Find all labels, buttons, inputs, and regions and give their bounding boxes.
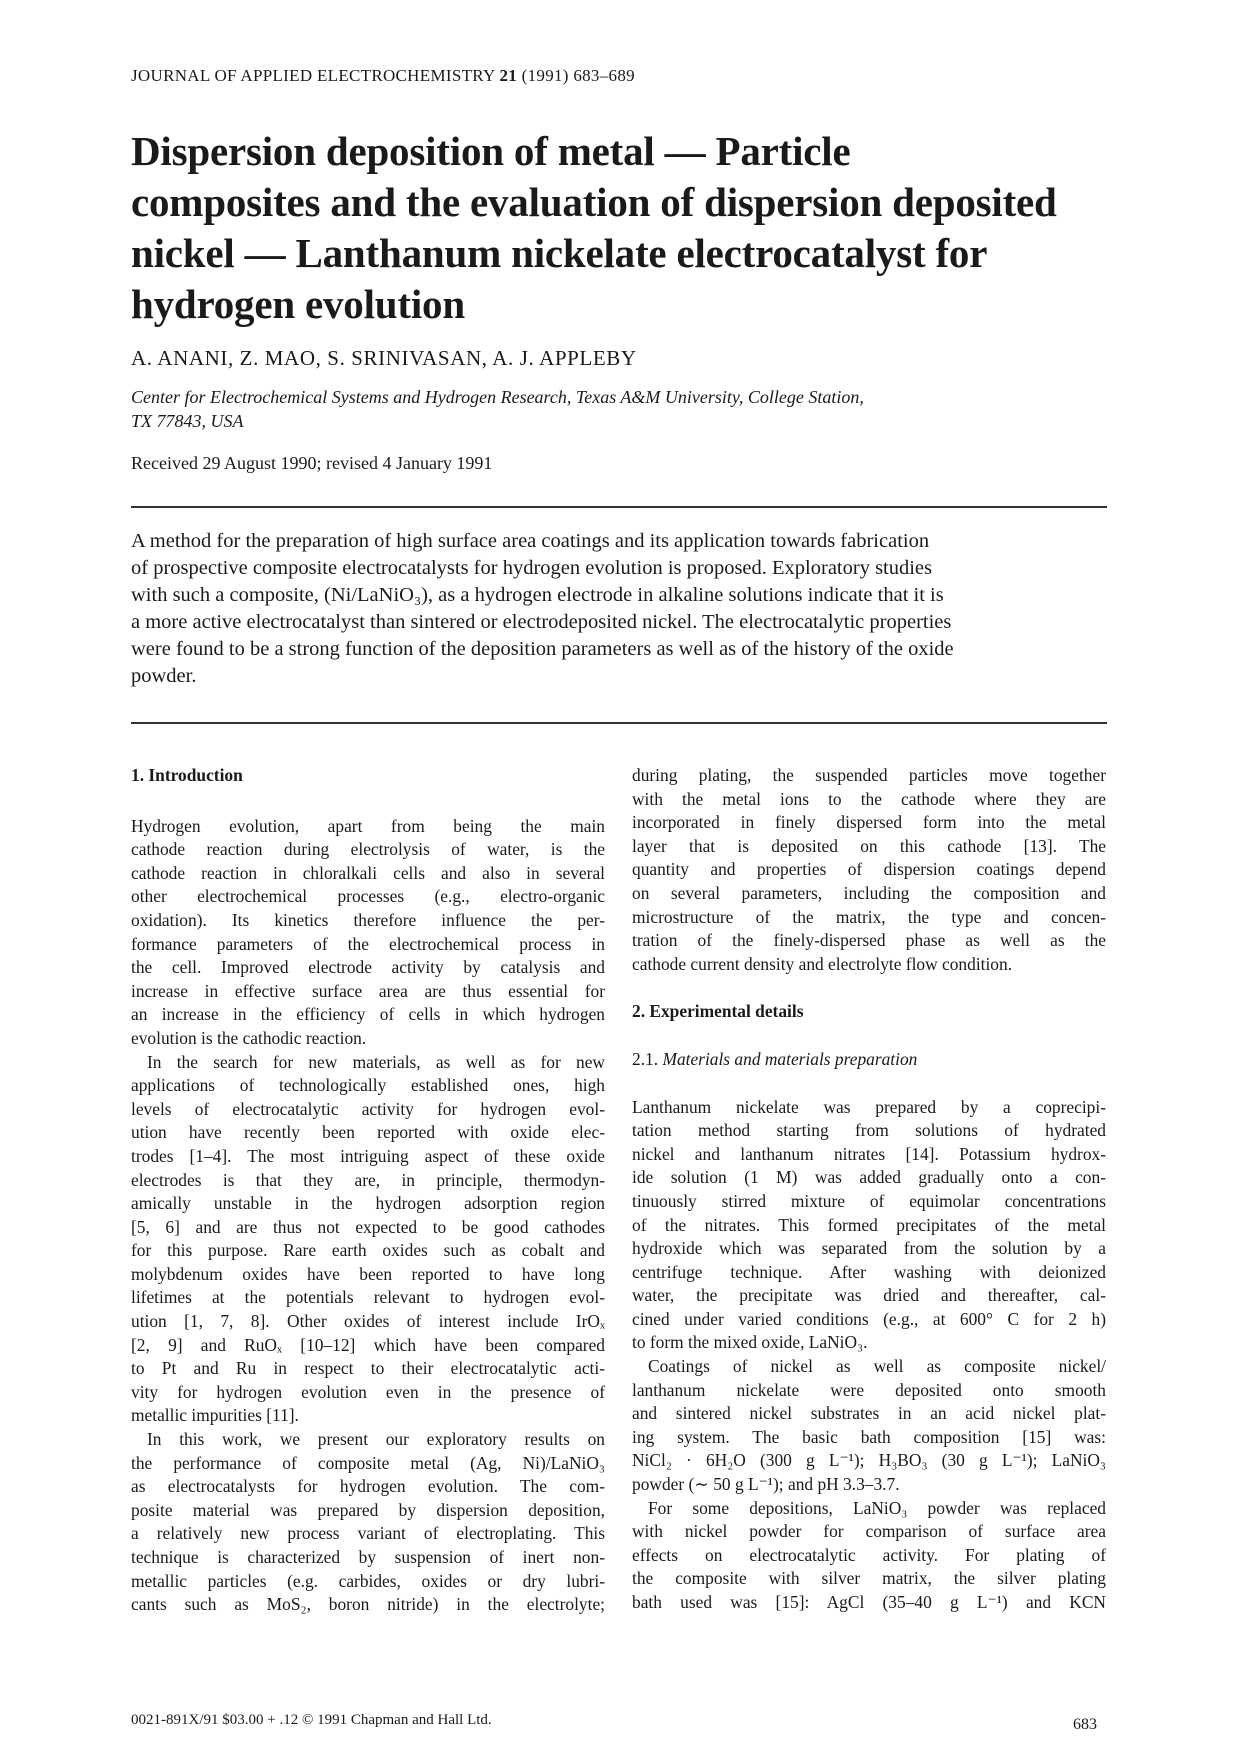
text-line: trodes [1–4]. The most intriguing aspect of these oxide bbox=[131, 1145, 605, 1166]
text-line: molybdenum oxides have been reported to have long bbox=[131, 1263, 605, 1284]
text-line: cants such as MoS₂, boron nitride) in the electrolyte; bbox=[131, 1594, 605, 1615]
abstract-line: A method for the preparation of high surface area coatings and its application towards fabrication bbox=[131, 530, 930, 552]
text-line: oxidation). Its kinetics therefore influence the per- bbox=[131, 909, 605, 930]
text-line: evolution is the cathodic reaction. bbox=[131, 1027, 367, 1048]
text-line: levels of electrocatalytic activity for hydrogen evol- bbox=[131, 1098, 605, 1119]
text-line: other electrochemical processes (e.g., electro-organic bbox=[131, 886, 605, 907]
text-line: with nickel powder for comparison of surface area bbox=[632, 1521, 1106, 1542]
text-line: cathode reaction during electrolysis of water, is the bbox=[131, 839, 605, 860]
journal-header bbox=[131, 66, 635, 86]
abstract-line: with such a composite, (Ni/LaNiO₃), as a hydrogen electrode in alkaline solutions indicate that it is bbox=[131, 584, 944, 606]
page-number: 683 bbox=[1073, 1716, 1097, 1733]
text-line: In this work, we present our exploratory results on bbox=[147, 1429, 605, 1450]
intro-paragraph-2 bbox=[131, 1051, 605, 1429]
text-line: the composite with silver matrix, the silver plating bbox=[632, 1568, 1106, 1589]
text-line: tation method starting from solutions of hydrated bbox=[632, 1120, 1106, 1141]
text-line: technique is characterized by suspension of inert non- bbox=[131, 1547, 605, 1567]
intro-paragraph-3 bbox=[131, 1428, 605, 1617]
text-line: quantity and properties of dispersion coatings depend bbox=[632, 859, 1106, 880]
title-line: nickel — Lanthanum nickelate electrocatalyst for bbox=[131, 230, 988, 276]
text-line: an increase in the efficiency of cells in which hydrogen bbox=[131, 1004, 605, 1025]
text-line: vity for hydrogen evolution even in the presence of bbox=[131, 1381, 605, 1402]
affiliation bbox=[131, 385, 1111, 433]
text-line: Lanthanum nickelate was prepared by a coprecipi- bbox=[632, 1096, 1106, 1117]
text-line: water, the precipitate was dried and thereafter, cal- bbox=[632, 1285, 1106, 1306]
materials-paragraph-2 bbox=[632, 1355, 1106, 1497]
text-line: Hydrogen evolution, apart from being the main bbox=[131, 815, 605, 836]
abstract-line: powder. bbox=[131, 665, 197, 687]
materials-paragraph-3 bbox=[632, 1497, 1106, 1615]
text-line: during plating, the suspended particles move together bbox=[632, 765, 1106, 785]
continued-paragraph bbox=[632, 764, 1106, 976]
text-line: tinuously stirred mixture of equimolar concentrations bbox=[632, 1190, 1106, 1211]
text-line: formance parameters of the electrochemical process in bbox=[131, 933, 605, 954]
text-line: the performance of composite metal (Ag, Ni)/LaNiO₃ bbox=[131, 1452, 605, 1473]
intro-paragraph-1 bbox=[131, 815, 605, 1051]
text-line: as electrocatalysts for hydrogen evolution. The com- bbox=[131, 1476, 605, 1497]
text-line: bath used was [15]: AgCl (35–40 g L⁻¹) and KCN bbox=[632, 1592, 1106, 1612]
text-line: to Pt and Ru in respect to their electrocatalytic acti- bbox=[131, 1358, 605, 1379]
text-line: For some depositions, LaNiO₃ powder was replaced bbox=[648, 1497, 1106, 1518]
affiliation-line: TX 77843, USA bbox=[131, 411, 244, 431]
text-line: effects on electrocatalytic activity. For plating of bbox=[632, 1544, 1106, 1565]
journal-volume: 21 bbox=[499, 66, 518, 85]
text-line: to form the mixed oxide, LaNiO₃. bbox=[632, 1332, 868, 1353]
text-line: with the metal ions to the cathode where they are bbox=[632, 788, 1106, 809]
author-list: A. ANANI, Z. MAO, S. SRINIVASAN, A. J. APPLEBY bbox=[131, 346, 637, 370]
text-line: cathode current density and electrolyte flow condition. bbox=[632, 953, 1013, 974]
text-line: Coatings of nickel as well as composite nickel/ bbox=[648, 1356, 1106, 1377]
text-line: tration of the finely-dispersed phase as well as the bbox=[632, 930, 1106, 951]
paper-title bbox=[131, 126, 1111, 330]
text-line: cined under varied conditions (e.g., at 600° C for 2 h) bbox=[632, 1308, 1106, 1329]
text-line: of the nitrates. This formed precipitates of the metal bbox=[632, 1214, 1106, 1235]
text-line: powder (∼ 50 g L⁻¹); and pH 3.3–3.7. bbox=[632, 1474, 900, 1495]
text-line: ution [1, 7, 8]. Other oxides of interest include IrOₓ bbox=[131, 1311, 605, 1332]
section-heading-introduction: 1. Introduction bbox=[131, 765, 243, 785]
section-heading-experimental: 2. Experimental details bbox=[632, 1001, 804, 1022]
left-column bbox=[131, 764, 605, 1617]
text-line: lanthanum nickelate were deposited onto smooth bbox=[632, 1379, 1106, 1400]
title-line: composites and the evaluation of dispersion deposited bbox=[131, 179, 1057, 225]
subsection-heading bbox=[632, 1048, 1106, 1072]
text-line: posite material was prepared by dispersion deposition, bbox=[131, 1499, 605, 1520]
text-line: cathode reaction in chloralkali cells and also in several bbox=[131, 862, 605, 883]
divider-top bbox=[131, 506, 1107, 508]
text-line: the cell. Improved electrode activity by catalysis and bbox=[131, 957, 605, 978]
text-line: applications of technologically established ones, high bbox=[131, 1075, 605, 1096]
text-line: [5, 6] and are thus not expected to be good cathodes bbox=[131, 1216, 605, 1237]
text-line: ing system. The basic bath composition [15] was: bbox=[632, 1426, 1106, 1447]
text-line: a relatively new process variant of electroplating. This bbox=[131, 1523, 605, 1544]
title-line: hydrogen evolution bbox=[131, 281, 465, 327]
subsection-title: Materials and materials preparation bbox=[662, 1048, 918, 1069]
text-line: [2, 9] and RuOₓ [10–12] which have been compared bbox=[131, 1334, 605, 1355]
abstract-line: were found to be a strong function of the deposition parameters as well as of the history of the oxide bbox=[131, 638, 954, 660]
text-line: metallic impurities [11]. bbox=[131, 1405, 299, 1426]
journal-name: JOURNAL OF APPLIED ELECTROCHEMISTRY bbox=[131, 66, 495, 85]
text-line: increase in effective surface area are thus essential for bbox=[131, 980, 605, 1001]
title-line: Dispersion deposition of metal — Particle bbox=[131, 128, 851, 174]
received-dates: Received 29 August 1990; revised 4 January 1991 bbox=[131, 453, 493, 473]
text-line: microstructure of the matrix, the type and concen- bbox=[632, 906, 1106, 927]
text-line: centrifuge technique. After washing with deionized bbox=[632, 1261, 1106, 1282]
text-line: amically unstable in the hydrogen adsorption region bbox=[131, 1193, 605, 1214]
text-line: and sintered nickel substrates in an acid nickel plat- bbox=[632, 1403, 1106, 1424]
text-line: hydroxide which was separated from the solution by a bbox=[632, 1238, 1106, 1259]
text-line: lifetimes at the potentials relevant to hydrogen evol- bbox=[131, 1287, 605, 1308]
text-line: for this purpose. Rare earth oxides such as cobalt and bbox=[131, 1240, 605, 1261]
text-line: NiCl₂ · 6H₂O (300 g L⁻¹); H₃BO₃ (30 g L⁻¹); LaNiO₃ bbox=[632, 1450, 1106, 1471]
text-line: electrodes is that they are, in principle, thermodyn- bbox=[131, 1169, 605, 1190]
text-line: incorporated in finely dispersed form into the metal bbox=[632, 812, 1106, 833]
text-line: on several parameters, including the composition and bbox=[632, 882, 1106, 903]
affiliation-line: Center for Electrochemical Systems and Hydrogen Research, Texas A&M University, College Station, bbox=[131, 387, 864, 407]
abstract bbox=[131, 528, 1111, 690]
text-line: ution have recently been reported with oxide elec- bbox=[131, 1122, 605, 1143]
abstract-line: a more active electrocatalyst than sintered or electrodeposited nickel. The electrocatalytic properties bbox=[131, 611, 952, 633]
text-line: nickel and lanthanum nitrates [14]. Potassium hydrox- bbox=[632, 1143, 1106, 1164]
divider-bottom bbox=[131, 722, 1107, 724]
right-column bbox=[632, 764, 1106, 1615]
subsection-number: 2.1. bbox=[632, 1048, 659, 1069]
copyright-footer: 0021-891X/91 $03.00 + .12 © 1991 Chapman and Hall Ltd. bbox=[131, 1712, 492, 1728]
text-line: layer that is deposited on this cathode [13]. The bbox=[632, 835, 1106, 856]
materials-paragraph-1 bbox=[632, 1096, 1106, 1356]
text-line: In the search for new materials, as well as for new bbox=[147, 1051, 605, 1072]
abstract-line: of prospective composite electrocatalysts for hydrogen evolution is proposed. Exploratory studies bbox=[131, 557, 933, 579]
text-line: metallic particles (e.g. carbides, oxides or dry lubri- bbox=[131, 1570, 605, 1591]
journal-year-pages: (1991) 683–689 bbox=[521, 66, 635, 85]
text-line: ide solution (1 M) was added gradually onto a con- bbox=[632, 1167, 1106, 1188]
